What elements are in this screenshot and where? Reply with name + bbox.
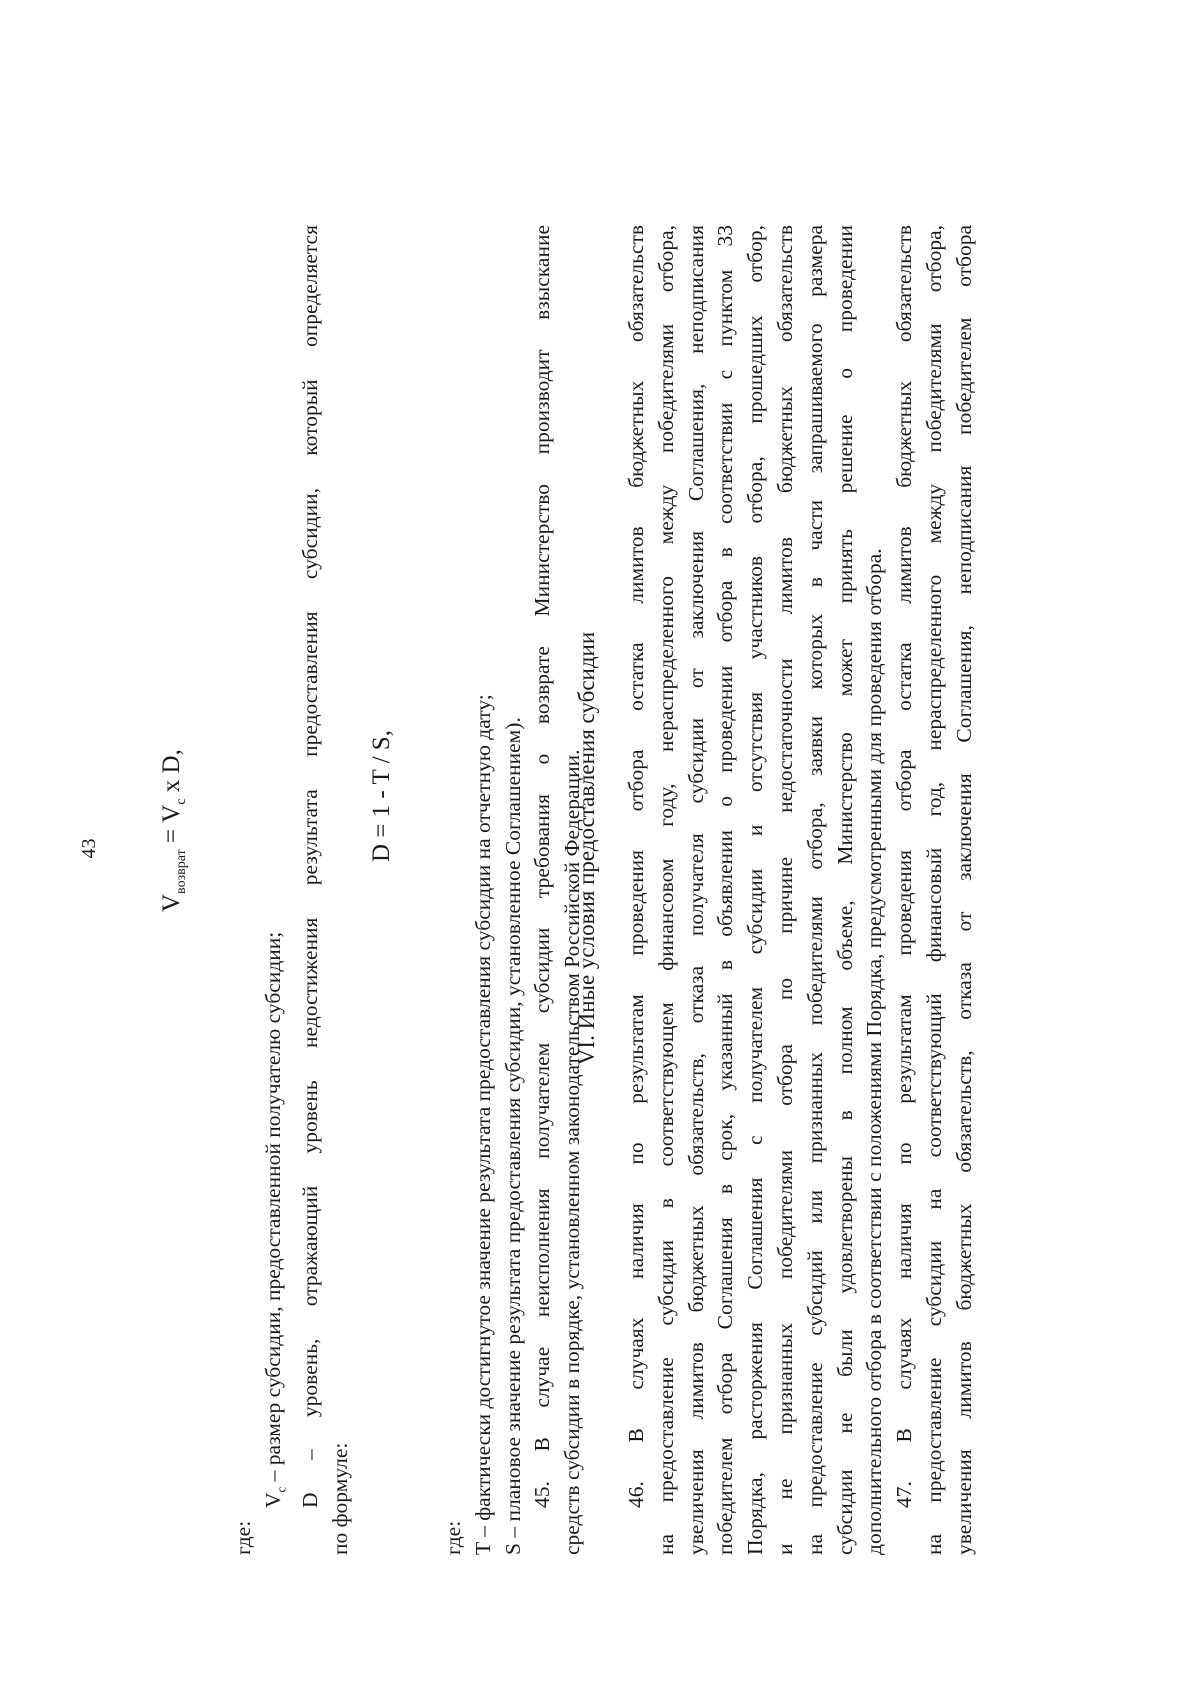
page-number: 43 bbox=[78, 838, 100, 859]
formula-tail: x D, bbox=[158, 749, 185, 799]
definition-t: T – фактически достигнутое значение результата предоставления субсидии на отчетную дату; bbox=[470, 694, 495, 1555]
section-heading: VI. Иные условия предоставления субсидии bbox=[574, 631, 599, 1066]
definition-vc bbox=[259, 225, 296, 1555]
definitions-block-1 bbox=[229, 225, 355, 1555]
paragraph-45-line1: 45. В случае неисполнения получателем субсидии требования о возврате Министерство производит взыскание bbox=[530, 225, 555, 1508]
where-label: где: bbox=[441, 1520, 465, 1555]
formula-equals: = V bbox=[158, 804, 185, 850]
paragraph-47-line: 47. В случаях наличия по результатам проведения отбора остатка лимитов бюджетных обязательств bbox=[892, 225, 917, 1508]
paragraph-45-line2: средств субсидии в порядке, установленном законодательством Российской Федерации. bbox=[560, 749, 585, 1555]
paragraph-47-line: на предоставление субсидии на соответствующий финансовый год, нераспределенного между победителями отбора, bbox=[921, 225, 946, 1555]
paragraph-46-line: дополнительного отбора в соответствии с положениями Порядка, предусмотренными для проведения отбора. bbox=[862, 548, 887, 1555]
paragraph-46-line: 46. В случаях наличия по результатам проведения отбора остатка лимитов бюджетных обязательств bbox=[624, 225, 648, 1508]
paragraph-46-line: Порядка, расторжения Соглашения с получателем субсидии и отсутствия участников отбора, прошедших отбор, bbox=[743, 225, 768, 1555]
paragraphs-46-47 bbox=[622, 225, 980, 1555]
definition-d-line2: по формуле: bbox=[327, 1442, 352, 1555]
formula-subscript: c bbox=[174, 798, 189, 805]
paragraph-46-line: увеличения лимитов бюджетных обязательств, отказа получателя субсидии от заключения Соглашения, неподписания bbox=[683, 225, 708, 1555]
paragraph-46-line: и не признанных победителями отбора по причине недостаточности лимитов бюджетных обязательств bbox=[772, 225, 797, 1555]
subscript: c bbox=[273, 1486, 289, 1493]
symbol: V bbox=[260, 1492, 285, 1508]
paragraph-46-line: на предоставление субсидии в соответствующем финансовом году, нераспределенного между победителями отбора, bbox=[653, 225, 678, 1555]
definition-s: S – плановое значение результата предоставления субсидии, установленное Соглашением). bbox=[500, 717, 525, 1555]
formula-return-amount bbox=[158, 749, 190, 912]
where-label: где: bbox=[231, 1520, 255, 1555]
formula-symbol: V bbox=[158, 893, 185, 912]
definitions-block-2 bbox=[439, 225, 588, 1555]
formula-d: D = 1 - T / S, bbox=[368, 730, 395, 862]
paragraph-46-line: на предоставление субсидий или признанных победителями отбора, заявки которых в части запрашиваемого размера bbox=[802, 225, 827, 1555]
paragraph-46-line: субсидии не были удовлетворены в полном объеме, Министерство может принять решение о проведении bbox=[832, 225, 857, 1555]
formula-subscript: возврат bbox=[174, 849, 189, 894]
definition-d-line1: D – уровень, отражающий уровень недостижения результата предоставления субсидии, который определяется bbox=[297, 225, 322, 1508]
paragraph-47-line: увеличения лимитов бюджетных обязательств, отказа от заключения Соглашения, неподписания победителем отбора bbox=[951, 225, 976, 1555]
definition-text: – размер субсидии, предоставленной получателю субсидии; bbox=[260, 931, 285, 1487]
paragraph-46-line: победителем отбора Соглашения в срок, указанный в объявлении о проведении отбора в соответствии с пунктом 33 bbox=[713, 225, 738, 1555]
